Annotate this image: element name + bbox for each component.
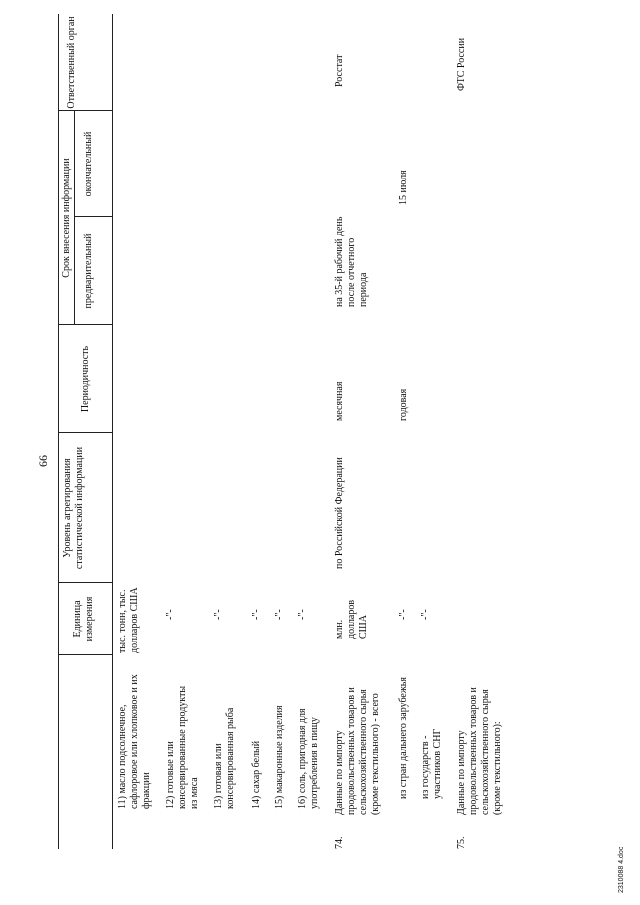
row-unit: -"- (213, 609, 224, 620)
header-unit: Единица измерения (72, 596, 95, 642)
header-preliminary: предварительный (83, 233, 94, 309)
row-aggregation: по Российской Федерации (334, 457, 345, 569)
footer-filename: 2310088 4.doc (618, 846, 625, 893)
subrow-name: из государств - участников СНГ (420, 728, 443, 799)
subrow-final: 15 июля (398, 170, 409, 205)
row-name: 13) готовая или консервированная рыба (213, 707, 236, 809)
page-number: 66 (36, 455, 50, 467)
subrow-name: из стран дальнего зарубежья (398, 677, 409, 799)
header-final: окончательный (83, 131, 94, 197)
row-name: 12) готовые или консервированные продукты из мяса (165, 685, 200, 809)
row-name: 16) соль, пригодная для употребления в пищу (297, 708, 320, 809)
row-preliminary: на 35-й рабочий день после отчетного периода (334, 216, 369, 307)
row-number: 75. (456, 836, 467, 849)
header-term: Срок внесения информации (61, 158, 72, 278)
row-name: 14) сахар белый (251, 740, 262, 809)
row-responsible: ФТС России (456, 37, 467, 91)
row-periodicity: месячная (334, 381, 345, 421)
row-responsible: Росстат (334, 54, 345, 87)
row-unit: -"- (251, 609, 262, 620)
term-subheader-line (74, 111, 75, 325)
row-unit: -"- (297, 609, 308, 620)
row-title: Данные по импорту продовольственных товаров и сельскохозяйственного сырья (кроме текстильного) - всего (334, 687, 381, 815)
row-title: Данные по импорту продовольственных товаров и сельскохозяйственного сырья (кроме текстильного): (456, 687, 503, 815)
row-unit: млн. долларов США (334, 599, 369, 639)
subrow-periodicity: годовая (398, 388, 409, 421)
row-number: 74. (334, 836, 345, 849)
row-unit: тыс. тонн, тыс. долларов США (117, 587, 140, 653)
row-name: 15) макаронные изделия (274, 705, 285, 809)
row-unit: -"- (274, 609, 285, 620)
header-periodicity: Периодичность (80, 345, 91, 413)
header-aggregation: Уровень агрегирования статистической информации (62, 446, 85, 570)
row-unit: -"- (165, 609, 176, 620)
subrow-unit: -"- (420, 609, 431, 620)
row-name: 11) масло подсолнечное, сафлоровое или хлопковое и их фракции (117, 674, 152, 809)
header-responsible: Ответственный орган (66, 16, 77, 109)
subrow-unit: -"- (398, 609, 409, 620)
